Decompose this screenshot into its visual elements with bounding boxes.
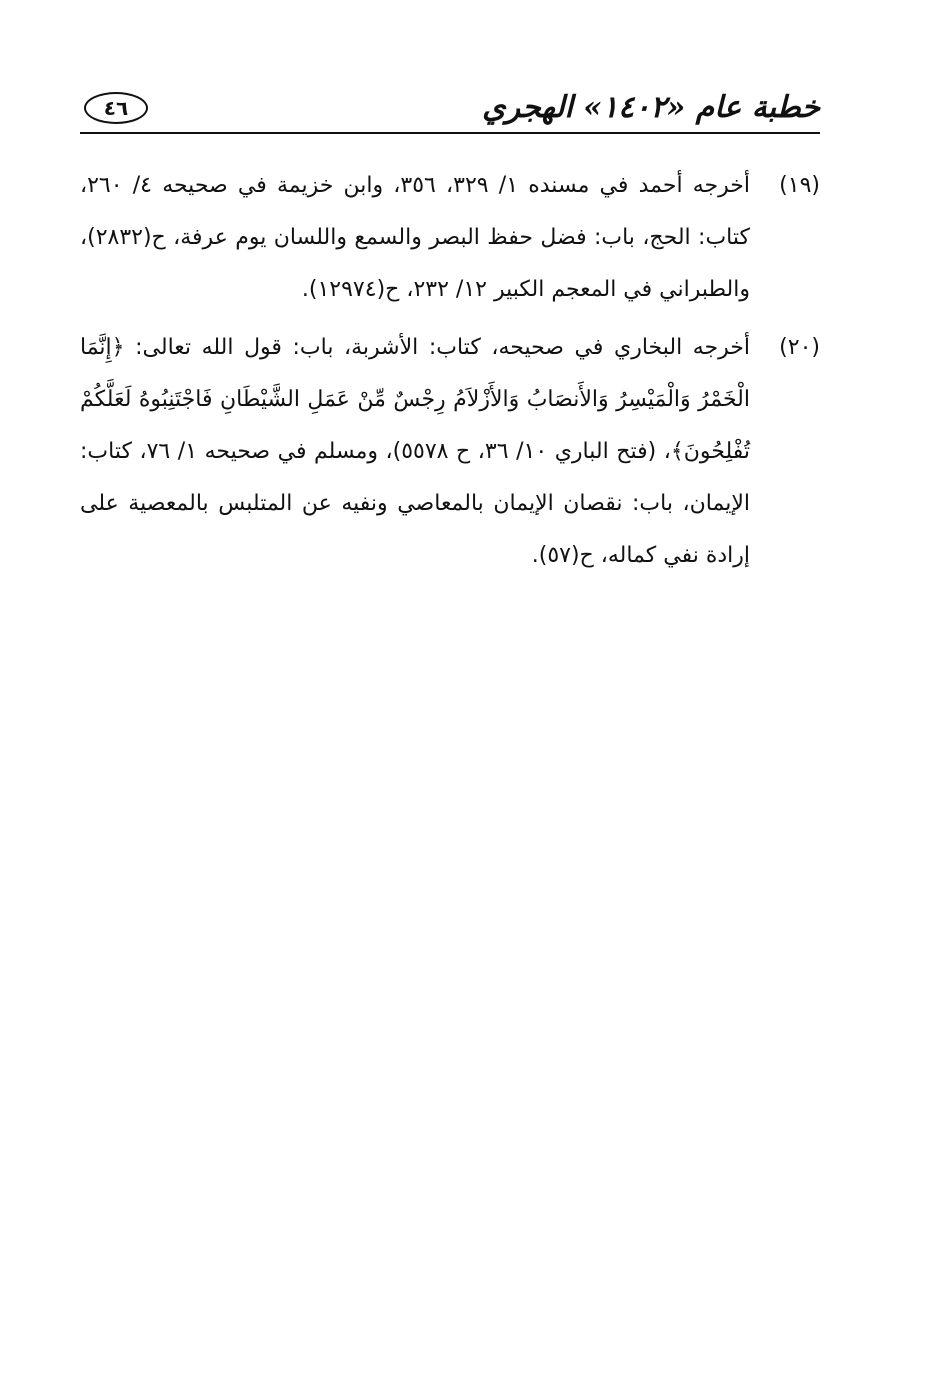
page-header	[80, 86, 820, 138]
footnote-number: (١٩)	[779, 173, 820, 198]
footnote-text-after: ، (فتح الباري ١٠/ ٣٦، ح ٥٥٧٨)، ومسلم في صحيحه ١/ ٧٦، كتاب: الإيمان، باب: نقصان الإيمان بالمعاصي ونفيه عن المتلبس بالمعصية على إرادة نفي كماله، ح(٥٧).	[80, 439, 750, 568]
footnote-text	[80, 322, 750, 582]
header-title: خطبة عام «١٤٠٢» الهجري	[482, 90, 820, 125]
header-rule	[80, 132, 820, 134]
footnote-20	[80, 322, 820, 582]
footnote-text-before: أخرجه البخاري في صحيحه، كتاب: الأشربة، باب: قول الله تعالى:	[124, 335, 750, 360]
footnotes	[80, 160, 820, 588]
footnote-19	[80, 160, 820, 316]
footnote-number: (٢٠)	[779, 335, 820, 360]
quran-verse: ﴿إِنَّمَا الْخَمْرُ وَالْمَيْسِرُ وَالأَنصَابُ وَالأَزْلاَمُ رِجْسٌ مِّنْ عَمَلِ الشَّيْطَانِ فَاجْتَنِبُوهُ لَعَلَّكُمْ تُفْلِحُونَ﴾	[80, 335, 750, 464]
page-number-badge	[84, 92, 148, 124]
footnote-text: أخرجه أحمد في مسنده ١/ ٣٢٩، ٣٥٦، وابن خزيمة في صحيحه ٤/ ٢٦٠، كتاب: الحج، باب: فضل حفظ البصر والسمع واللسان يوم عرفة، ح(٢٨٣٢)، والطبراني في المعجم الكبير ١٢/ ٢٣٢، ح(١٢٩٧٤).	[80, 173, 751, 302]
page-number: ٤٦	[103, 96, 129, 120]
